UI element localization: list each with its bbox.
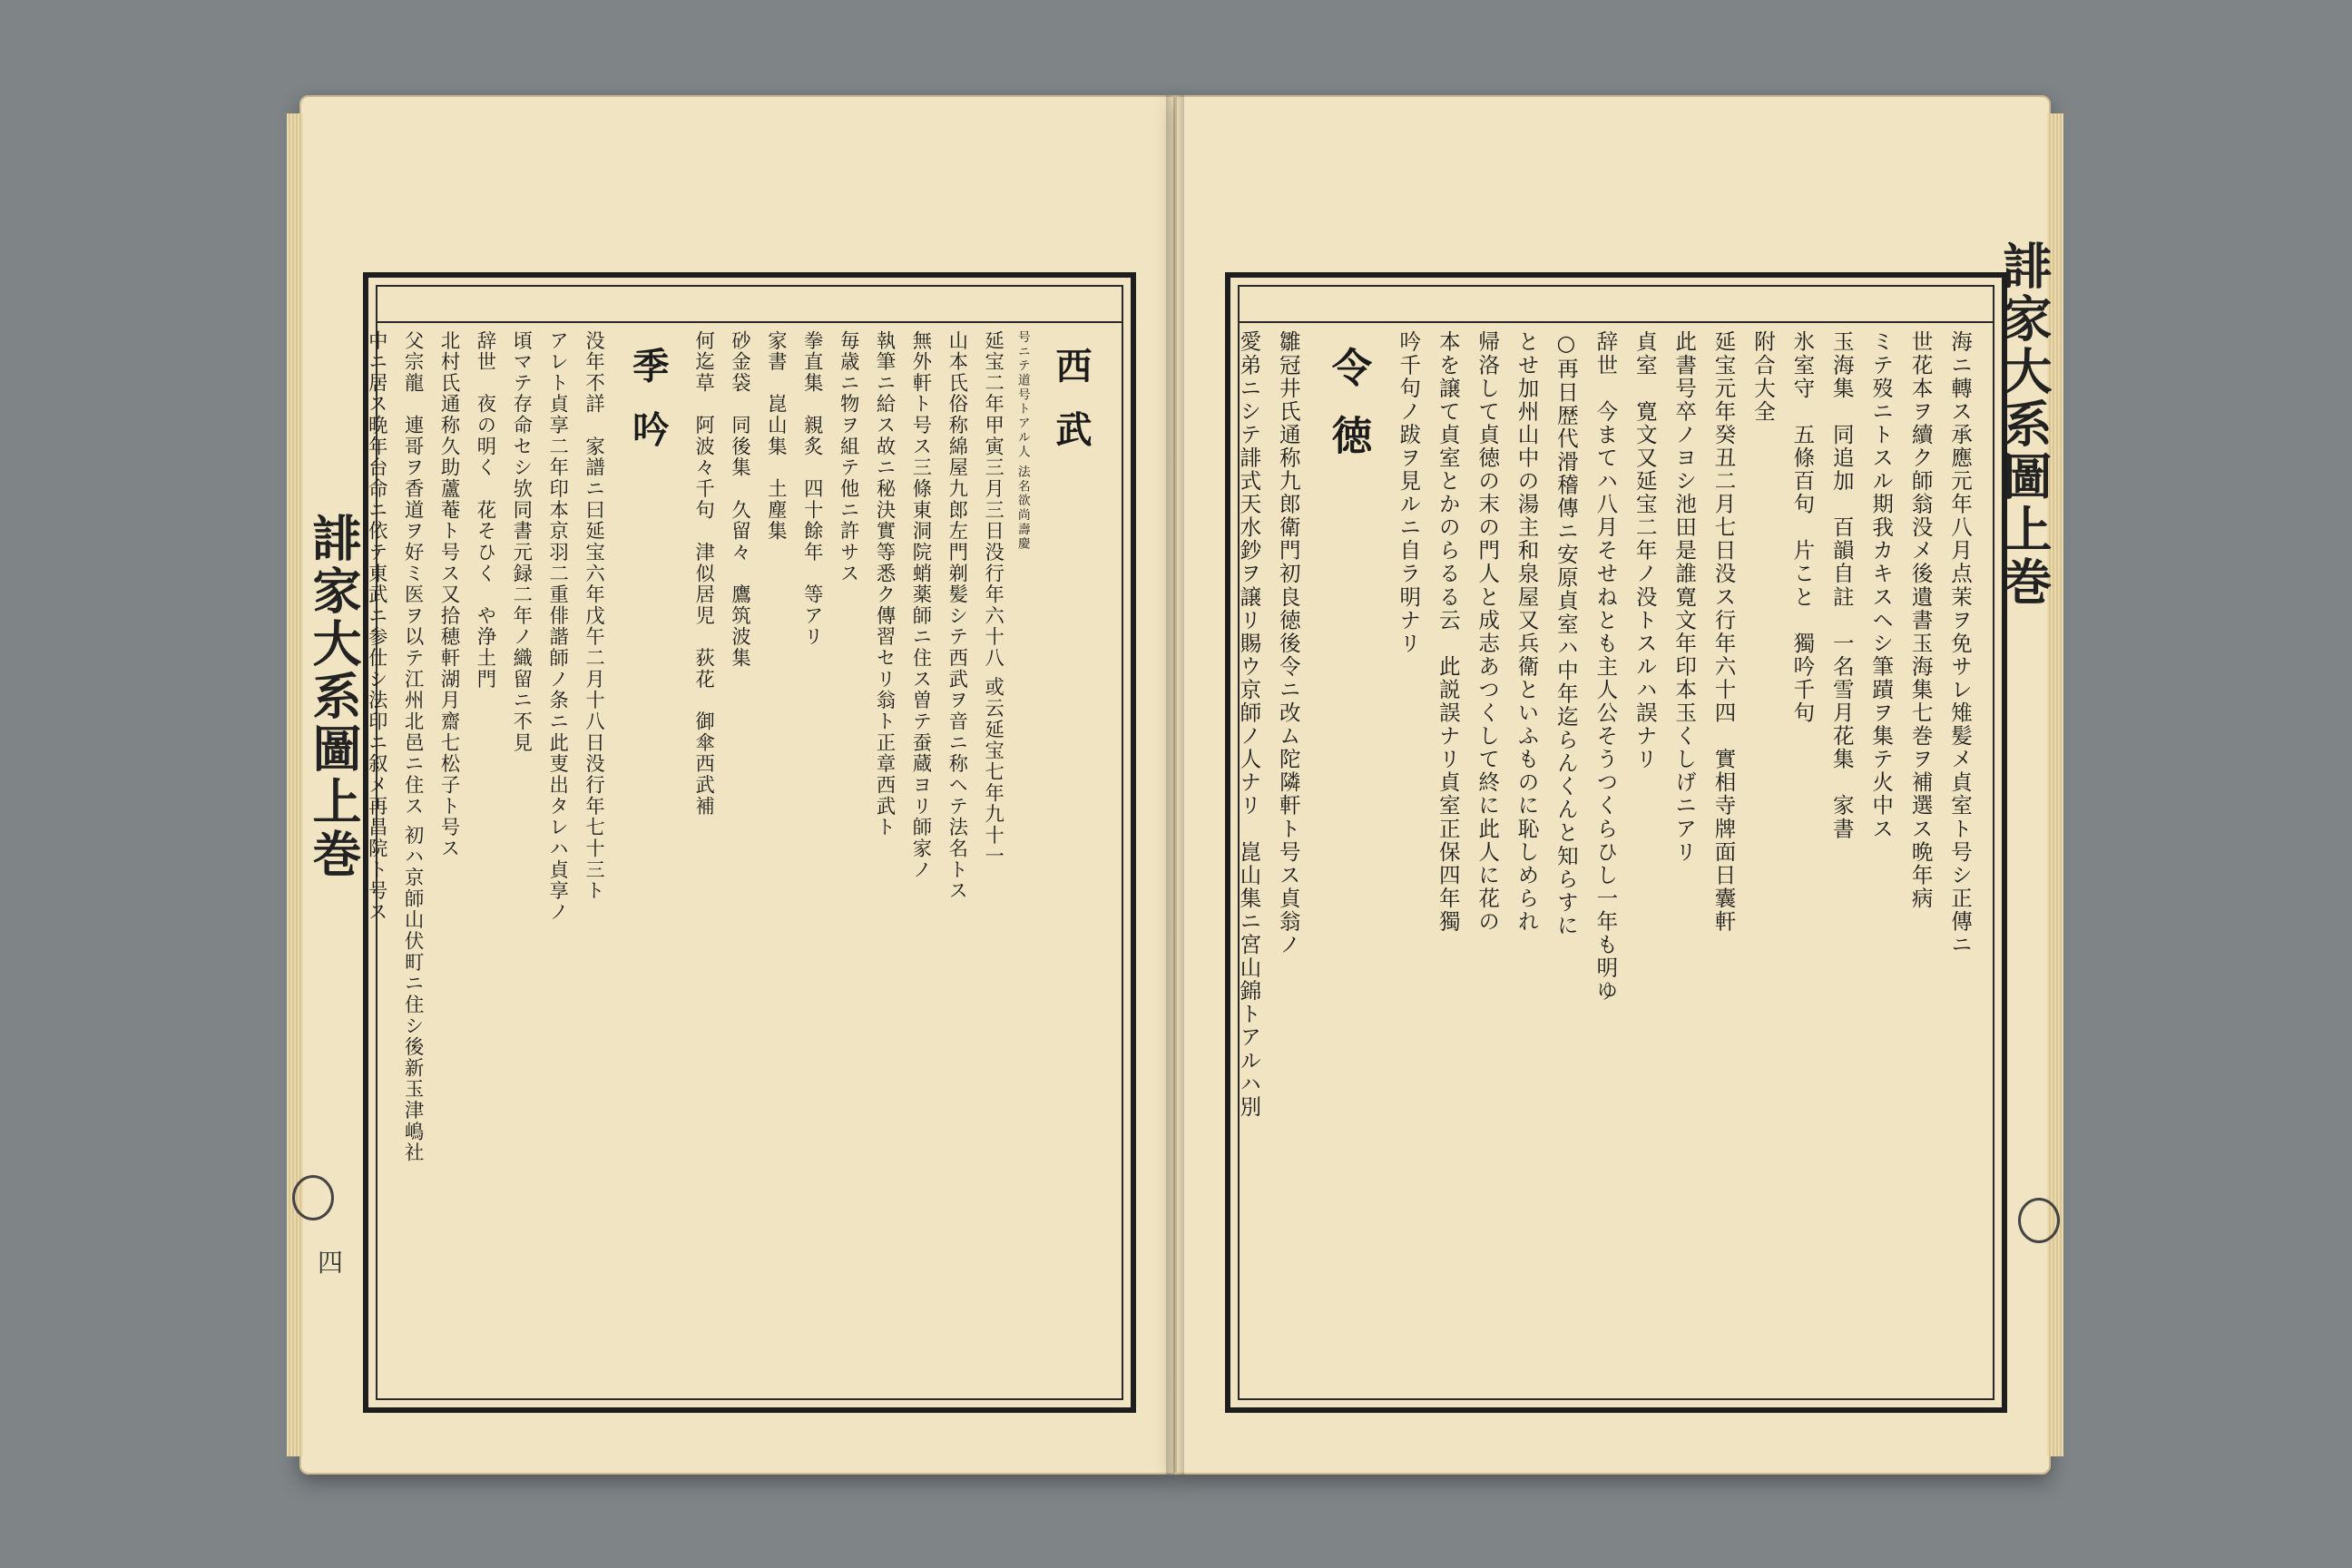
text-column: 玉海集 同追加 百韻自註 一名雪月花集 家書 bbox=[1828, 330, 1855, 841]
text-column: 山本氏俗称綿屋九郎左門剃髪シテ西武ヲ音ニ称ヘテ法名トス bbox=[945, 330, 968, 902]
right-page bbox=[1175, 95, 2051, 1475]
text-column: 愛弟ニシテ誹式天水鈔ヲ譲リ賜ウ京師ノ人ナリ 崑山集ニ宮山錦トアルハ別 bbox=[1236, 330, 1262, 1119]
text-column: 執筆ニ給ス故ニ秘決實等悉ク傳習セリ翁ト正章西武ト bbox=[873, 330, 897, 838]
folio-number: 四 bbox=[318, 1248, 344, 1278]
right-margin-title: 誹家大系圖上巻 bbox=[1995, 240, 2053, 609]
text-column: 附合大全 bbox=[1749, 330, 1776, 424]
text-column: 家書 崑山集 土塵集 bbox=[764, 330, 788, 543]
text-column: 帰洛して貞徳の末の門人と成志あつくして終に此人に花の bbox=[1475, 330, 1501, 934]
poet-name-heading: 令徳 bbox=[1324, 347, 1372, 482]
left-text-frame bbox=[363, 272, 1136, 1413]
text-column: 無外軒ト号ス三條東洞院蛸薬師ニ住ス曽テ蚕蔵ヨリ師家ノ bbox=[908, 330, 932, 881]
left-columns bbox=[365, 330, 1105, 1387]
poet-name-heading: 季吟 bbox=[626, 347, 670, 475]
text-column: 没年不詳 家譜ニ曰延宝六年戊午二月十八日没行年七十三ト bbox=[582, 330, 605, 902]
text-column: とせ加州山中の湯主和泉屋又兵衛といふものに恥しめられ bbox=[1514, 330, 1540, 934]
fish-tail-ornament bbox=[2018, 1198, 2060, 1243]
left-page bbox=[299, 95, 1175, 1475]
text-column: ○再日歴代滑稽傳ニ安原貞室ハ中年迄らんくんと知らすに bbox=[1553, 330, 1579, 937]
text-column: 号ニテ道号トアル人 法名欲尚壽慶 bbox=[1014, 330, 1030, 552]
fish-tail-ornament bbox=[292, 1175, 334, 1220]
right-columns bbox=[1236, 330, 1976, 1387]
text-column: 吟千句ノ跋ヲ見ルニ自ラ明ナリ bbox=[1396, 330, 1422, 655]
text-column: 氷室守 五條百句 片こと 獨吟千句 bbox=[1789, 330, 1816, 725]
text-column: 中ニ居ス晩年台命ニ依テ東武ニ参仕シ法印ニ叙メ再昌院ト号ス bbox=[365, 330, 388, 923]
text-column: 辞世 夜の明く 花そひく や浄土門 bbox=[473, 330, 496, 691]
text-column: 本を譲て貞室とかのらるる云 此説誤ナリ貞室正保四年獨 bbox=[1435, 330, 1461, 934]
book-gutter bbox=[1166, 95, 1184, 1475]
text-column: 海ニ轉ス承應元年八月点茉ヲ免サレ雉髪メ貞室ト号シ正傳ニ bbox=[1947, 330, 1973, 956]
text-column: 延宝元年癸丑二月七日没ス行年六十四 實相寺牌面日囊軒 bbox=[1710, 330, 1737, 934]
text-column: 何迄草 阿波々千句 津似居児 荻花 御傘西武補 bbox=[691, 330, 715, 818]
poet-name-heading: 西武 bbox=[1050, 347, 1093, 475]
text-column: 砂金袋 同後集 久留々 鷹筑波集 bbox=[728, 330, 751, 670]
text-column: 此書号卒ノヨシ池田是誰寛文年印本玉くしげニアリ bbox=[1671, 330, 1698, 864]
text-column: 北村氏通称久助蘆菴ト号ス又拾穂軒湖月齋七松子ト号ス bbox=[437, 330, 461, 859]
text-column: アレト貞享二年印本京羽二重俳諧師ノ条ニ此叓出タレハ貞享ノ bbox=[545, 330, 569, 923]
text-column: 延宝二年甲寅三月三日没行年六十八 或云延宝七年九十一 bbox=[981, 330, 1004, 867]
left-margin-title: 誹家大系圖上巻 bbox=[305, 513, 363, 881]
text-column: 雛冠井氏通称九郎衛門初良徳後令ニ改ム陀隣軒ト号ス貞翁ノ bbox=[1275, 330, 1301, 956]
text-column: 貞室 寛文又延宝二年ノ没トスルハ誤ナリ bbox=[1632, 330, 1658, 771]
text-column: 世花本ヲ續ク師翁没メ後遺書玉海集七巻ヲ補選ス晩年病 bbox=[1907, 330, 1934, 910]
open-book bbox=[299, 95, 2053, 1475]
text-column: 辞世 今まてハ八月そせねとも主人公そうつくらひし一年も明ゆ bbox=[1592, 330, 1619, 1003]
text-column: 父宗龍 連哥ヲ香道ヲ好ミ医ヲ以テ江州北邑ニ住ス 初ハ京師山伏町ニ住シ後新玉津嶋社 bbox=[401, 330, 425, 1164]
text-column: 頃マテ存命セシ欤同書元録二年ノ織留ニ不見 bbox=[509, 330, 533, 754]
text-column: 拳直集 親炙 四十餘年 等アリ bbox=[800, 330, 824, 648]
text-column: 毎歳ニ物ヲ組テ他ニ許サス bbox=[837, 330, 860, 584]
right-text-frame bbox=[1225, 272, 2007, 1413]
text-column: ミテ歿ニトスル期我カキスヘシ筆蹟ヲ集テ火中ス bbox=[1868, 330, 1895, 841]
